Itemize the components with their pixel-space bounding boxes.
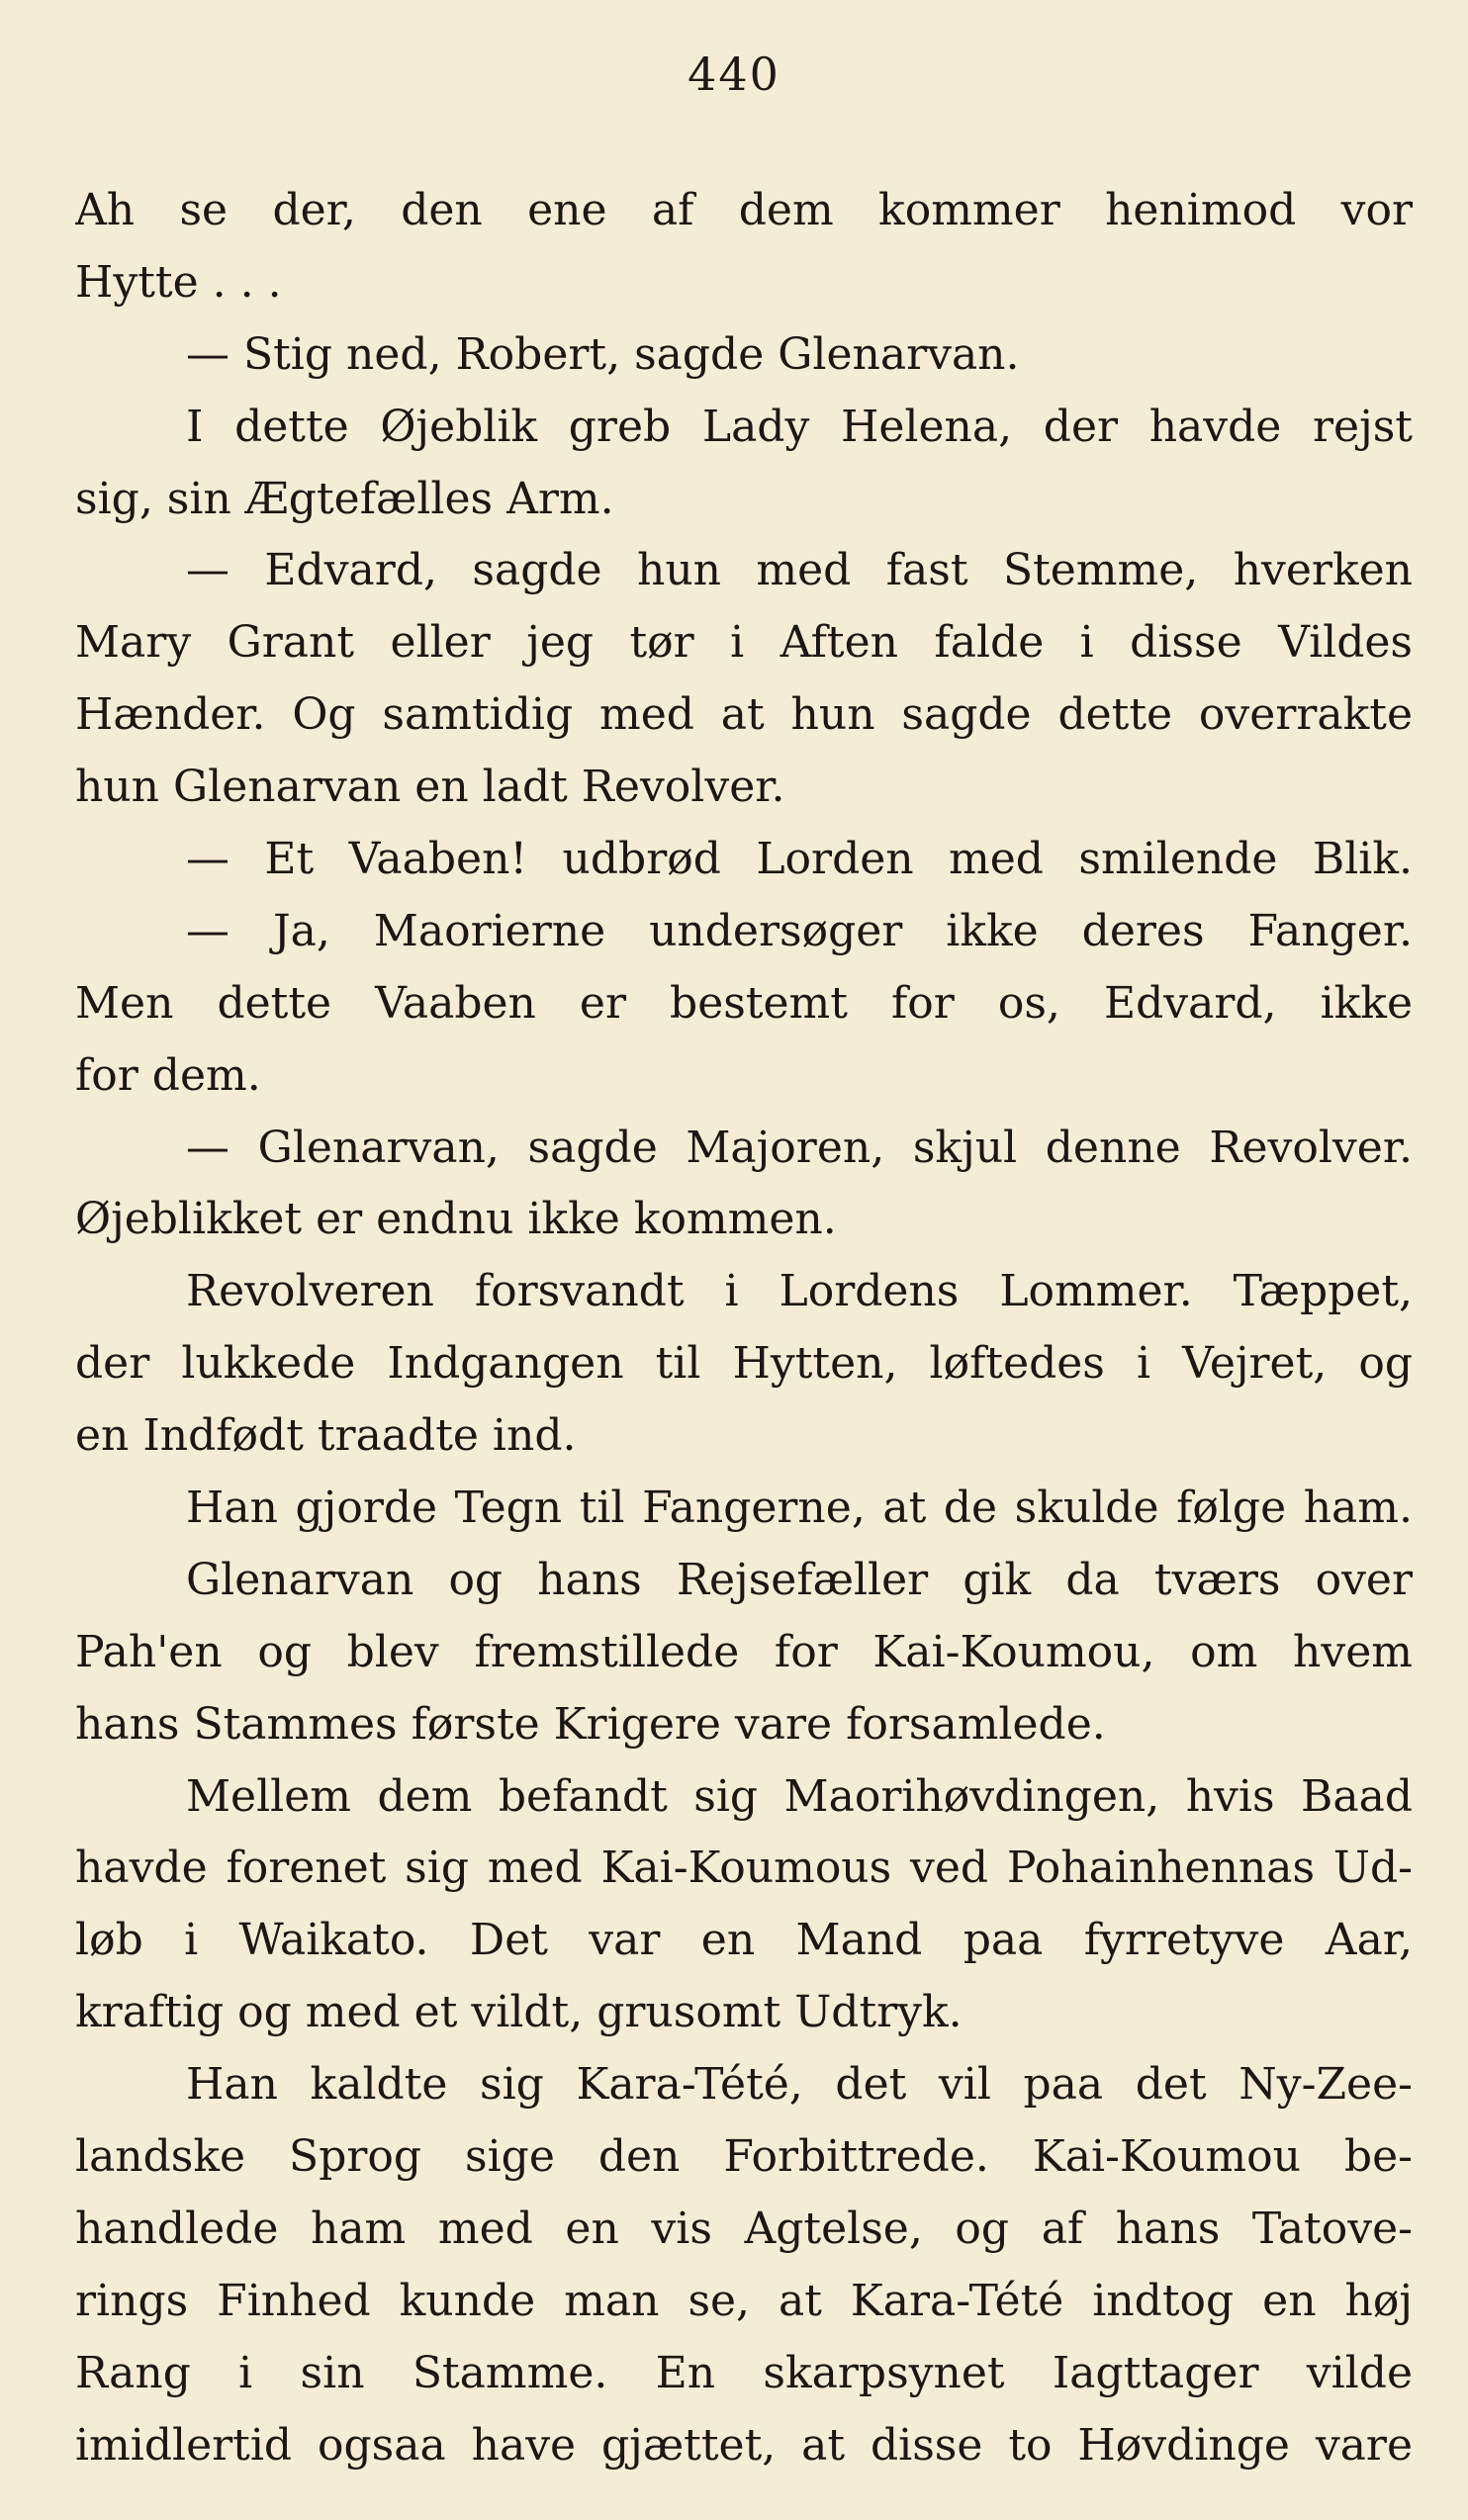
text-line: — Stig ned, Robert, sagde Glenarvan. xyxy=(186,328,1020,380)
text-line: handlede ham med en vis Agtelse, og af hans Tatove- xyxy=(75,2203,1413,2254)
text-line: en Indfødt traadte ind. xyxy=(75,1410,577,1462)
text-line: Glenarvan og hans Rejsefæller gik da tværs over xyxy=(186,1554,1413,1605)
text-line: Mellem dem befandt sig Maorihøvdingen, hvis Baad xyxy=(186,1770,1413,1822)
text-line: Pah'en og blev fremstillede for Kai-Koumou, om hvem xyxy=(75,1626,1413,1677)
text-line: — Et Vaaben! udbrød Lorden med smilende Blik. xyxy=(186,834,1413,885)
text-line: hans Stammes første Krigere vare forsamlede. xyxy=(75,1698,1106,1750)
text-line: Ah se der, den ene af dem kommer henimod vor xyxy=(75,185,1413,235)
text-line: der lukkede Indgangen til Hytten, løftedes i Vejret, og xyxy=(75,1338,1413,1390)
text-line: Hænder. Og samtidig med at hun sagde dette overrakte xyxy=(75,689,1413,741)
text-line: — Ja, Maorierne undersøger ikke deres Fanger. xyxy=(186,905,1413,956)
text-line: rings Finhed kunde man se, at Kara-Tété indtog en høj xyxy=(75,2275,1413,2326)
text-line: I dette Øjeblik greb Lady Helena, der havde rejst xyxy=(186,401,1413,452)
body-text xyxy=(75,182,1413,2489)
text-line: imidlertid ogsaa have gjættet, at disse to Høvdinge vare xyxy=(75,2419,1413,2471)
text-line: — Glenarvan, sagde Majoren, skjul denne Revolver. xyxy=(186,1122,1413,1173)
text-line: Revolveren forsvandt i Lordens Lommer. Tæppet, xyxy=(186,1266,1413,1317)
page-number: 440 xyxy=(688,47,780,101)
text-line: kraftig og med et vildt, grusomt Udtryk. xyxy=(75,1987,963,2038)
text-line: landske Sprog sige den Forbittrede. Kai-Koumou be- xyxy=(75,2131,1413,2183)
text-line: hun Glenarvan en ladt Revolver. xyxy=(75,762,785,813)
text-line: Mary Grant eller jeg tør i Aften falde i disse Vildes xyxy=(75,617,1413,669)
text-line: havde forenet sig med Kai-Koumous ved Pohainhennas Ud- xyxy=(75,1843,1413,1894)
text-line: for dem. xyxy=(75,1049,261,1101)
text-line: Rang i sin Stamme. En skarpsynet Iagttager vilde xyxy=(75,2347,1413,2398)
text-line: løb i Waikato. Det var en Mand paa fyrretyve Aar, xyxy=(75,1915,1413,1966)
text-line: Han kaldte sig Kara-Tété, det vil paa det Ny-Zee- xyxy=(186,2059,1413,2111)
text-line: — Edvard, sagde hun med fast Stemme, hverken xyxy=(186,545,1413,596)
text-line: Han gjorde Tegn til Fangerne, at de skulde følge ham. xyxy=(186,1483,1413,1534)
text-line: Men dette Vaaben er bestemt for os, Edvard, ikke xyxy=(75,977,1413,1029)
text-line: Øjeblikket er endnu ikke kommen. xyxy=(75,1194,837,1245)
text-line: sig, sin Ægtefælles Arm. xyxy=(75,473,614,524)
text-line: Hytte . . . xyxy=(75,256,282,308)
